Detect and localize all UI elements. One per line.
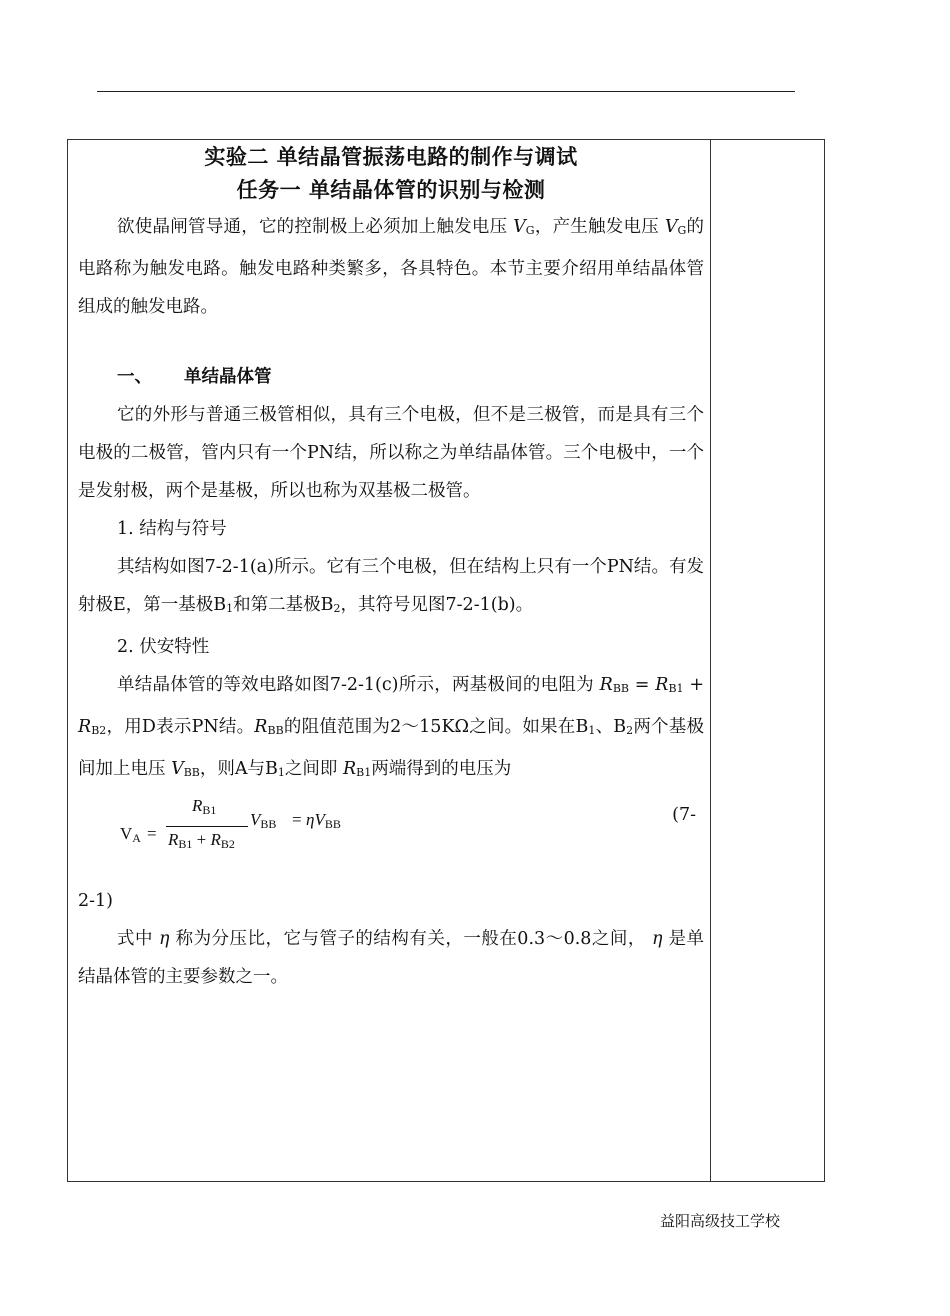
eta-paragraph: 式中 η 称为分压比，它与管子的结构有关，一般在0.3～0.8之间， η 是单结晶体管的主要参数之一。 (78, 929, 704, 987)
shape-paragraph: 它的外形与普通三极管相似，具有三个电极，但不是三极管，而是具有三个电极的二极管，管内只有一个PN结，所以称之为单结晶体管。三个电极中，一个是发射极，两个是基极，所以也称为双基极二极管。 (78, 405, 704, 501)
task-subtitle: 任务一 单结晶体管的识别与检测 (236, 178, 546, 202)
structure-paragraph: 其结构如图7-2-1(a)所示。它有三个电极，但在结构上只有一个PN结。有发射极E，第一基极B1和第二基极B2，其符号见图7-2-1(b)。 (78, 557, 704, 615)
voltage-divider-formula: VA = RB1 RB1 + RB2 VBB = ηVBB (120, 796, 341, 851)
equation-number-continued: 2-1) (78, 891, 114, 911)
item-va-heading: 2. 伏安特性 (117, 637, 210, 657)
formula-row (78, 796, 704, 872)
header-rule (97, 91, 795, 92)
side-column-divider (710, 139, 711, 1182)
experiment-title: 实验二 单结晶管振荡电路的制作与调试 (204, 145, 578, 169)
section-heading (78, 358, 704, 396)
intro-paragraph: 欲使晶闸管导通，它的控制极上必须加上触发电压 VG，产生触发电压 VG的电路称为触发电路。触发电路种类繁多，各具特色。本节主要介绍用单结晶体管组成的触发电路。 (78, 217, 705, 317)
section-number: 一、 (117, 367, 152, 387)
equation-number: (7- (672, 805, 696, 825)
item-structure-heading: 1. 结构与符号 (117, 519, 227, 539)
va-paragraph: 单结晶体管的等效电路如图7-2-1(c)所示，两基极间的电阻为 RBB = RB1 + RB2，用D表示PN结。RBB的阻值范围为2～15KΩ之间。如果在B1、B2两个基极间加上电压 VBB，则A与B1之间即 RB1两端得到的电压为 (78, 675, 704, 779)
fraction-bar (166, 826, 248, 827)
footer-school-name: 益阳高级技工学校 (660, 1212, 781, 1230)
main-content (78, 140, 704, 996)
section-title: 单结晶体管 (184, 367, 272, 387)
